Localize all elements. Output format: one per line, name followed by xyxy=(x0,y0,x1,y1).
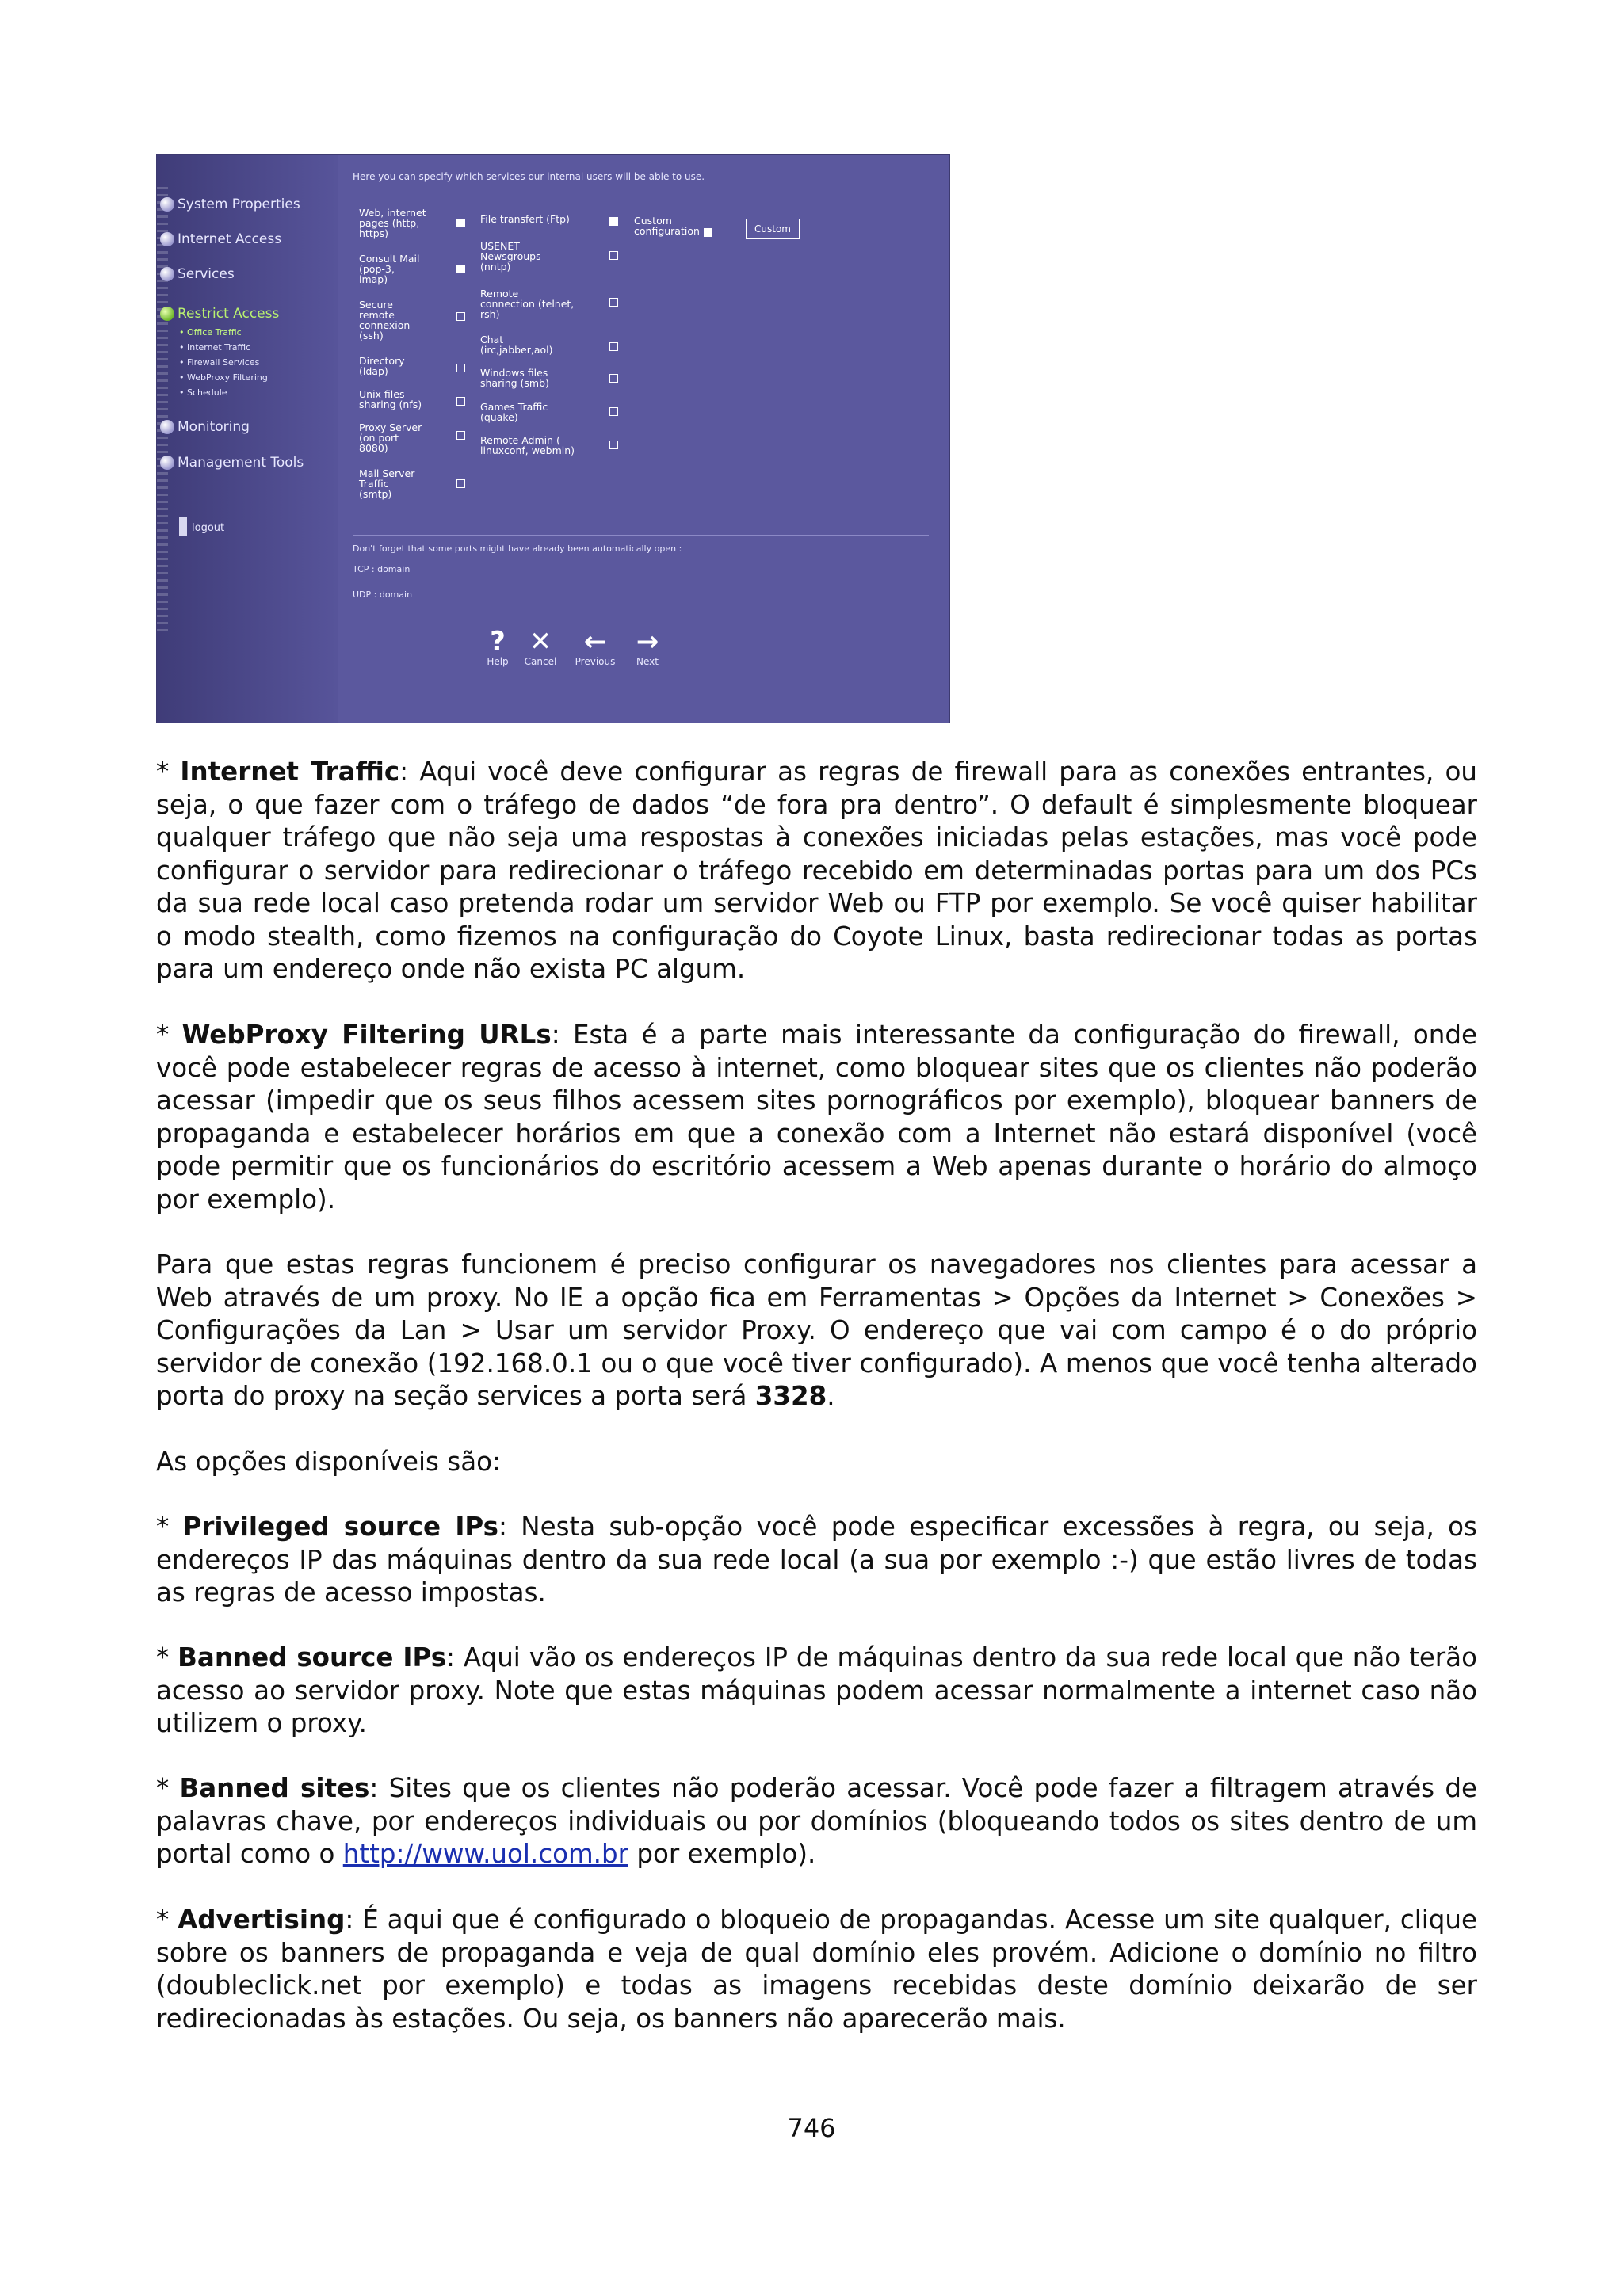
bullet-icon xyxy=(160,456,174,470)
paragraph-proxy-config xyxy=(156,1249,1477,1413)
term-banned-ips: Banned source IPs xyxy=(178,1642,447,1672)
previous-label: Previous xyxy=(575,656,616,667)
logout-link[interactable]: logout xyxy=(192,522,225,534)
logout-icon[interactable] xyxy=(179,517,187,536)
checkbox-games[interactable] xyxy=(609,407,618,416)
nav-label: Management Tools xyxy=(178,455,304,471)
checkbox-smb[interactable] xyxy=(609,374,618,383)
proxy-port: 3328 xyxy=(754,1381,827,1411)
checkbox-web[interactable] xyxy=(456,219,465,227)
bullet-icon xyxy=(160,232,174,246)
bullet-icon xyxy=(160,267,174,281)
bullet-icon xyxy=(160,307,174,321)
service-label-nfs: Unix files sharing (nfs) xyxy=(359,388,422,410)
divider xyxy=(353,535,929,536)
subnav-webproxy-filtering[interactable]: • WebProxy Filtering xyxy=(179,372,268,383)
service-label-chat: Chat (irc,jabber,aol) xyxy=(480,334,553,356)
nav-system-properties[interactable] xyxy=(178,196,300,212)
page-number: 746 xyxy=(787,2113,836,2143)
checkbox-usenet[interactable] xyxy=(609,251,618,260)
bullet-icon xyxy=(160,197,174,212)
udp-ports: UDP : domain xyxy=(353,589,413,600)
nav-management-tools[interactable] xyxy=(178,455,304,471)
nav-label: System Properties xyxy=(178,196,300,212)
term-internet-traffic: Internet Traffic xyxy=(180,757,400,787)
checkbox-custom[interactable] xyxy=(704,228,712,237)
subnav-internet-traffic[interactable]: • Internet Traffic xyxy=(179,342,251,353)
checkbox-proxy[interactable] xyxy=(456,431,465,440)
bullet: * xyxy=(156,1905,178,1935)
arrow-right-icon: → xyxy=(636,626,659,658)
paragraph-text: As opções disponíveis são: xyxy=(156,1447,501,1477)
service-label-ssh: Secure remote connexion (ssh) xyxy=(359,299,411,341)
next-button[interactable] xyxy=(629,627,666,667)
bullet: * xyxy=(156,1773,180,1803)
bullet: * xyxy=(156,1512,183,1542)
nav-services[interactable] xyxy=(178,266,235,282)
service-label-usenet: USENET Newsgroups (nntp) xyxy=(480,240,541,273)
term-advertising: Advertising xyxy=(178,1905,346,1935)
term-privileged-ips: Privileged source IPs xyxy=(182,1512,499,1542)
service-label-web: Web, internet pages (http, https) xyxy=(359,207,426,239)
checkbox-remote-admin[interactable] xyxy=(609,441,618,449)
custom-button[interactable]: Custom xyxy=(746,219,800,239)
cancel-button[interactable] xyxy=(518,627,563,667)
bullet: * xyxy=(156,1642,178,1672)
nav-monitoring[interactable] xyxy=(178,419,250,435)
previous-button[interactable] xyxy=(567,627,623,667)
service-label-directory: Directory (ldap) xyxy=(359,355,405,377)
paragraph-banned-ips xyxy=(156,1642,1477,1741)
next-label: Next xyxy=(636,656,659,667)
close-icon: ✕ xyxy=(529,626,552,658)
paragraph-text: : Esta é a parte mais interessante da configuração do firewall, onde você pode estabelecer regras de acesso à internet, como bloquear sites que os clientes não poderão acessar (impedir que os seus filhos acessem sites pornográficos por exemplo), bloquear banners de propaganda e estabelecer horários em que a conexão com a Internet não estará disponível (você pode permitir que os funcionários do escritório acessem a Web apenas durante o horário do almoço por exemplo). xyxy=(156,1020,1477,1215)
help-icon: ? xyxy=(490,626,506,658)
checkbox-ssh[interactable] xyxy=(456,312,465,321)
paragraph-privileged-ips xyxy=(156,1511,1477,1610)
paragraph-webproxy-filtering xyxy=(156,1019,1477,1216)
service-label-remote-admin: Remote Admin ( linuxconf, webmin) xyxy=(480,434,575,456)
service-label-telnet: Remote connection (telnet, rsh) xyxy=(480,288,575,320)
paragraph-options-intro xyxy=(156,1446,1477,1479)
nav-internet-access[interactable] xyxy=(178,231,281,247)
service-label-mail-server: Mail Server Traffic (smtp) xyxy=(359,467,415,500)
checkbox-chat[interactable] xyxy=(609,342,618,351)
term-banned-sites: Banned sites xyxy=(179,1773,370,1803)
tcp-ports: TCP : domain xyxy=(353,564,411,574)
paragraph-text: : Aqui você deve configurar as regras de firewall para as conexões entrantes, ou seja, o que fazer com o tráfego de dados “de fora pra dentro”. O default é simplesmente bloquear qualquer tráfego que não seja uma respostas à conexões iniciadas pelas estações, mas você pode configurar o servidor para redirecionar o tráfego recebido em determinadas portas para um dos PCs da sua rede local caso pretenda rodar um servidor Web ou FTP por exemplo. Se você quiser habilitar o modo stealth, como fizemos na configuração do Coyote Linux, basta redirecionar todas as portas para um endereço onde não exista PC algum. xyxy=(156,757,1477,984)
paragraph-end: por exemplo). xyxy=(628,1839,816,1869)
service-label-proxy: Proxy Server (on port 8080) xyxy=(359,421,422,454)
paragraph-internet-traffic xyxy=(156,756,1477,986)
nav-label: Services xyxy=(178,266,235,282)
ports-warning: Don't forget that some ports might have already been automatically open : xyxy=(353,543,682,554)
service-label-consult-mail: Consult Mail (pop-3, imap) xyxy=(359,253,420,285)
bullet: * xyxy=(156,757,181,787)
paragraph-text: : Nesta sub-opção você pode especificar excessões à regra, ou seja, os endereços IP das máquinas dentro da sua rede local (a sua por exemplo :-) que estão livres de todas as regras de acesso impostas. xyxy=(156,1512,1477,1608)
checkbox-telnet[interactable] xyxy=(609,298,618,307)
paragraph-text: : Aqui vão os endereços IP de máquinas dentro da sua rede local que não terão acesso ao servidor proxy. Note que estas máquinas podem acessar normalmente a internet caso não utilizem o proxy. xyxy=(156,1642,1477,1738)
paragraph-end: . xyxy=(827,1381,835,1411)
checkbox-directory[interactable] xyxy=(456,364,465,372)
paragraph-text: Para que estas regras funcionem é preciso configurar os navegadores nos clientes para acessar a Web através de um proxy. No IE a opção fica em Ferramentas > Opções da Internet > Conexões > Configurações da Lan > Usar um servidor Proxy. O endereço que vai com campo é o do próprio servidor de conexão (192.168.0.1 ou o que você tiver configurado). A menos que você tenha alterado porta do proxy na seção services a porta será xyxy=(156,1249,1477,1411)
paragraph-banned-sites xyxy=(156,1772,1477,1871)
firewall-screenshot xyxy=(156,154,950,723)
bullet-icon xyxy=(160,420,174,434)
checkbox-mail-server[interactable] xyxy=(456,479,465,488)
custom-configuration-label: Custom configuration xyxy=(634,215,700,237)
uol-link[interactable]: http://www.uol.com.br xyxy=(342,1839,628,1869)
sidebar-decoration xyxy=(157,187,168,631)
service-label-smb: Windows files sharing (smb) xyxy=(480,367,549,389)
paragraph-advertising xyxy=(156,1904,1477,2035)
nav-label: Internet Access xyxy=(178,231,282,247)
bullet: * xyxy=(156,1020,182,1050)
intro-text: Here you can specify which services our internal users will be able to use. xyxy=(353,171,705,182)
nav-restrict-access[interactable] xyxy=(178,306,279,322)
term-webproxy-filtering: WebProxy Filtering URLs xyxy=(181,1020,552,1050)
subnav-schedule[interactable]: • Schedule xyxy=(179,387,227,398)
nav-label: Restrict Access xyxy=(178,306,280,322)
subnav-firewall-services[interactable]: • Firewall Services xyxy=(179,357,260,368)
cancel-label: Cancel xyxy=(524,656,557,667)
subnav-office-traffic[interactable]: • Office Traffic xyxy=(179,327,242,338)
paragraph-text: : É aqui que é configurado o bloqueio de propagandas. Acesse um site qualquer, clique sobre os banners de propaganda e veja de qual domínio eles provém. Adicione o domínio no filtro (doubleclick.net por exemplo) e todas as imagens recebidas deste domínio deixarão de ser redirecionadas às estações. Ou seja, os banners não aparecerão mais. xyxy=(156,1905,1477,2034)
checkbox-nfs[interactable] xyxy=(456,397,465,406)
sidebar xyxy=(157,155,338,723)
help-button[interactable] xyxy=(480,627,515,667)
help-label: Help xyxy=(487,656,509,667)
service-label-ftp: File transfert (Ftp) xyxy=(480,213,570,225)
checkbox-ftp[interactable] xyxy=(609,217,618,226)
service-label-games: Games Traffic (quake) xyxy=(480,401,548,423)
arrow-left-icon: ← xyxy=(583,626,607,658)
checkbox-consult-mail[interactable] xyxy=(456,265,465,273)
nav-label: Monitoring xyxy=(178,419,250,435)
paragraph-text: : Sites que os clientes não poderão acessar. Você pode fazer a filtragem através de palavras chave, por endereços individuais ou por domínios (bloqueando todos os sites dentro de um portal como o xyxy=(156,1773,1477,1869)
